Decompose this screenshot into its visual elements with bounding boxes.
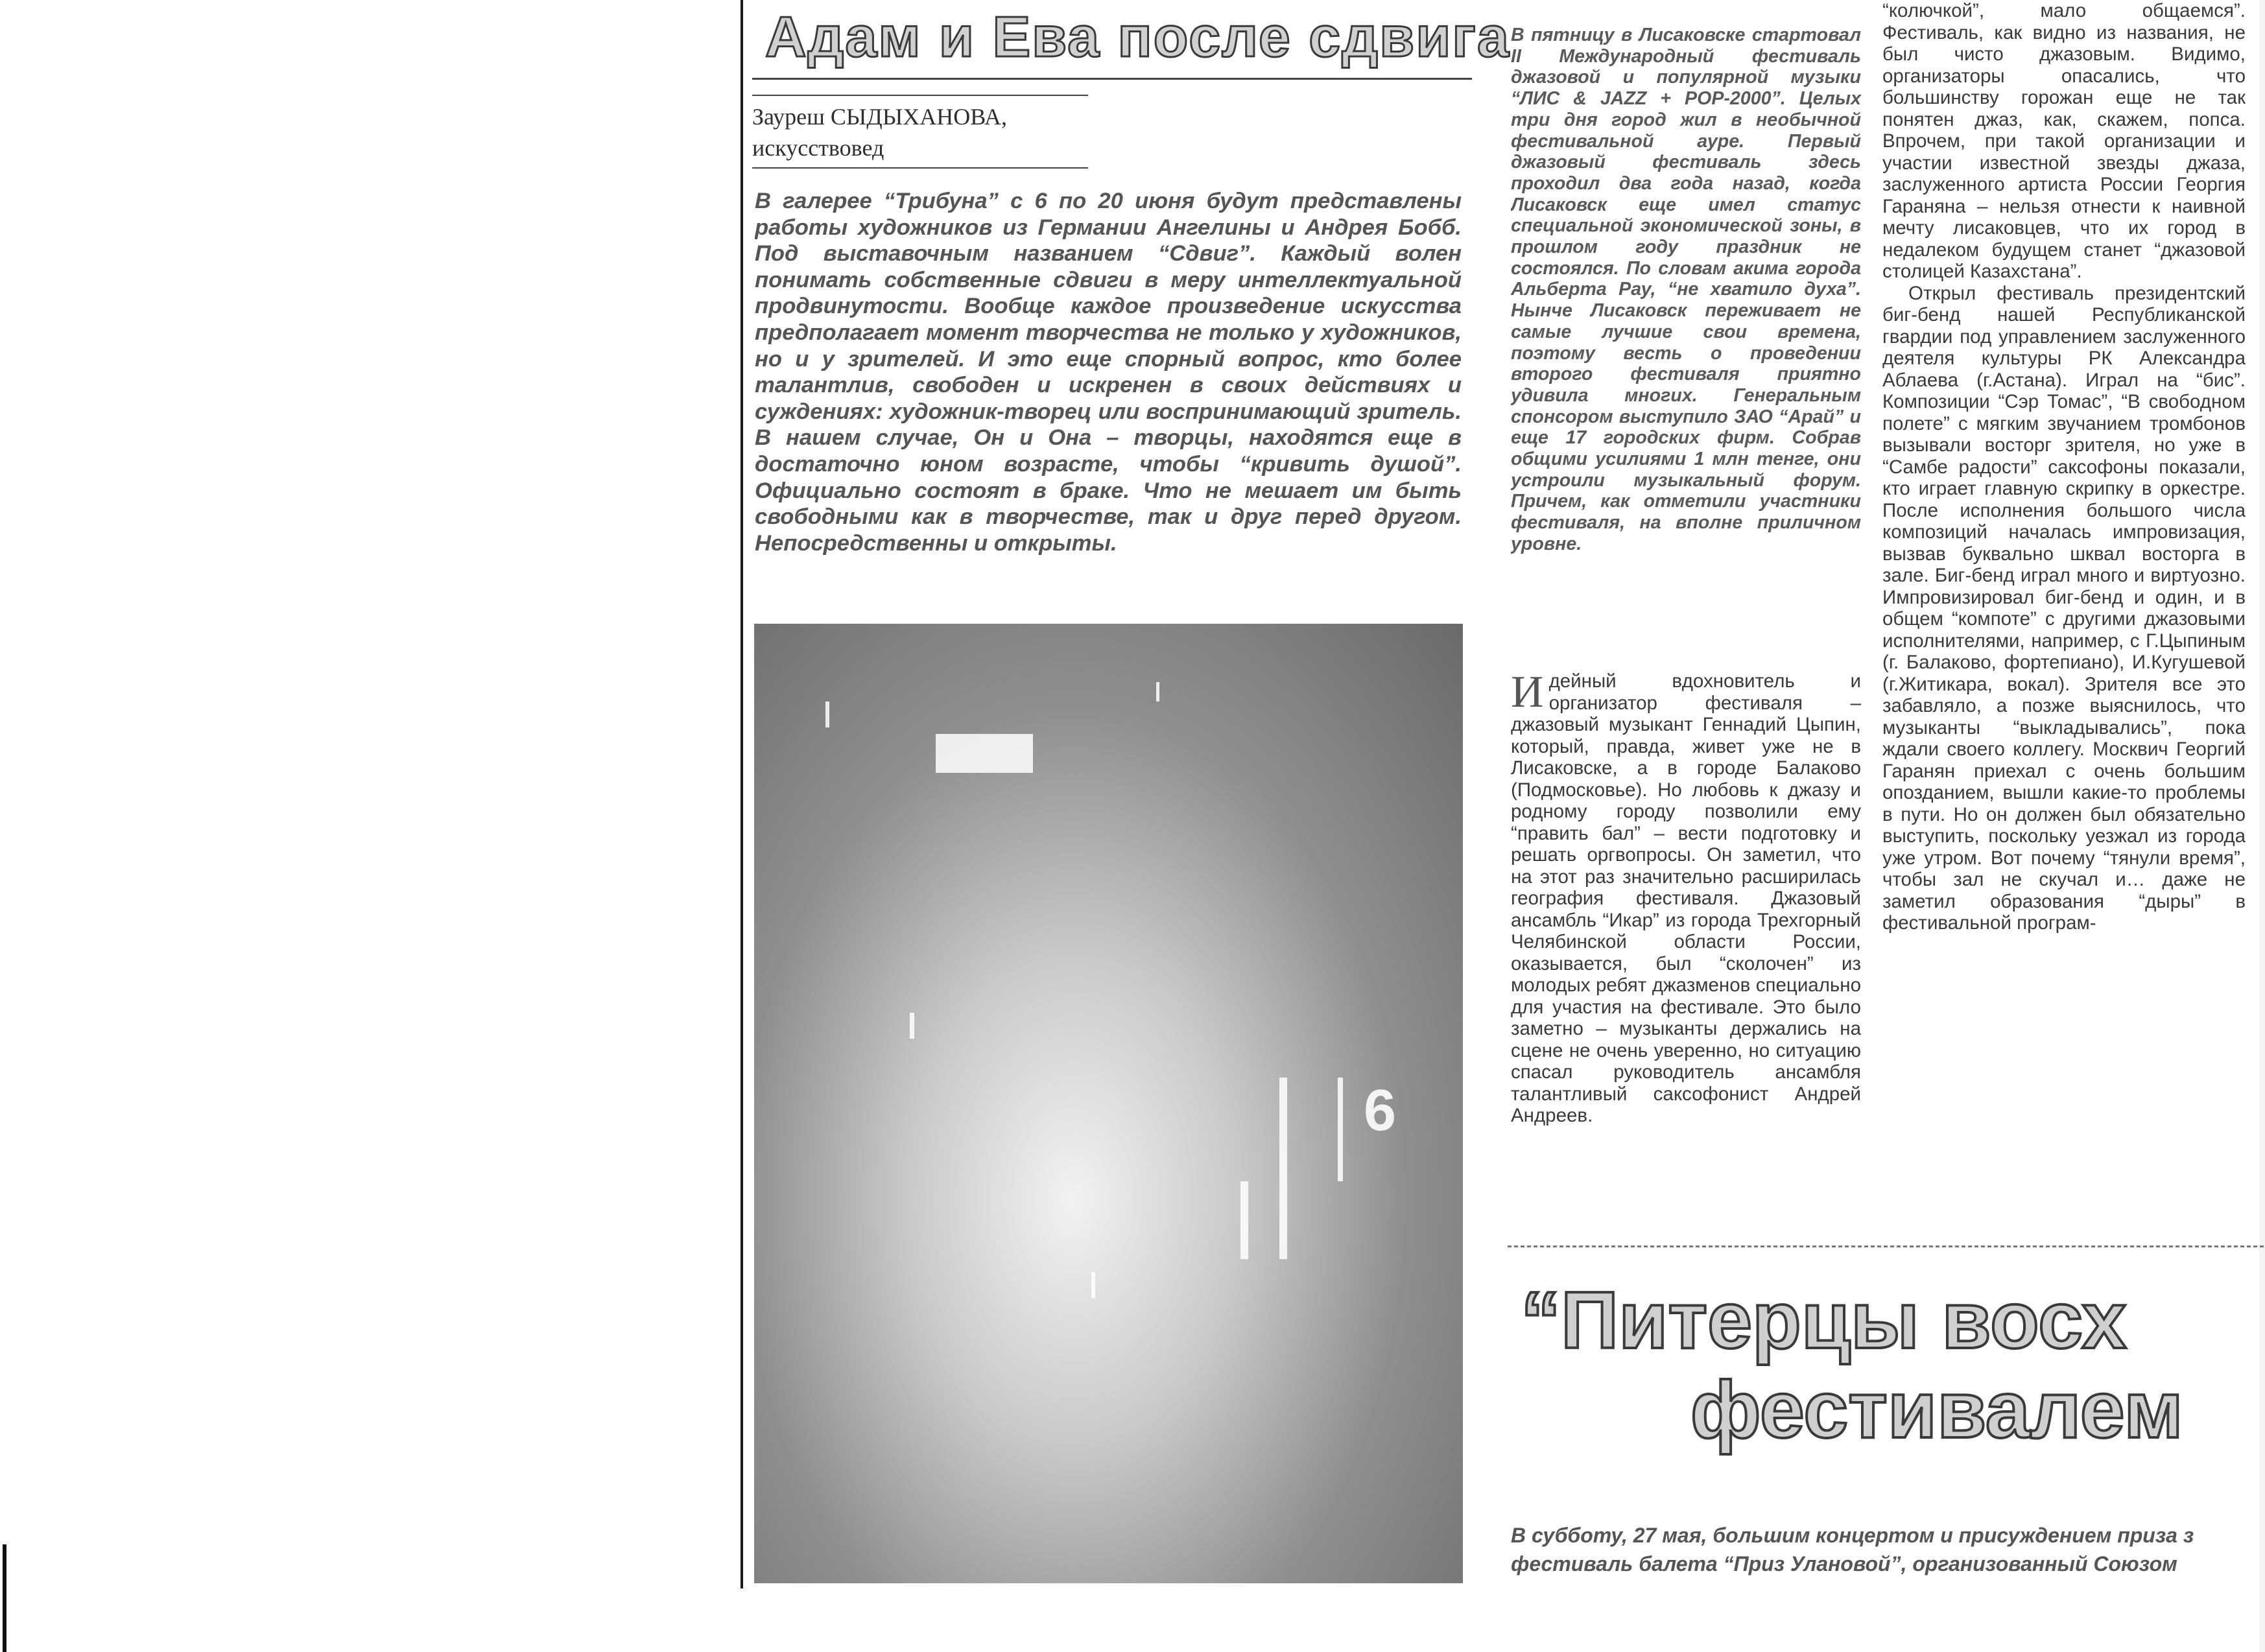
- photo-highlight: [910, 1013, 914, 1039]
- photo-highlight: [1240, 1181, 1248, 1259]
- article1-headline: Адам и Ева после сдвига: [765, 5, 1510, 69]
- scan-edge-line: [741, 0, 743, 1588]
- dropcap: И: [1511, 670, 1544, 717]
- photo-highlight: [1156, 682, 1159, 702]
- article3-headline-line2: фестивалем: [1690, 1365, 2183, 1455]
- photo-number: 6: [1364, 1078, 1397, 1143]
- headline-rule: [752, 78, 1472, 80]
- author-role: искусствовед: [752, 135, 884, 161]
- article2-body-middle-text: дейный вдохновитель и организатор фестиваля – джазовый музыкант Геннадий Цыпин, который, правда, живет уже не в Лисаковске, а в городе Балаково (Подмосковье). Но любовь к джазу и родному городу позволили ему “править бал” – вести подготовку и решать оргвопросы. Он заметил, что на этот раз значительно расширилась география фестиваля. Джазовый ансамбль “Икар” из города Трехгорный Челябинской области России, оказывается, был “сколочен” из молодых ребят джазменов специально для участия на фестивале. Это было заметно – музыканты держались на сцене не очень уверенно, но ситуацию спасал руководитель ансамбля талантливый саксофонист Андрей Андреев.: [1511, 670, 1861, 1126]
- article3-lead-line1: В субботу, 27 мая, большим концертом и присуждением приза з: [1511, 1524, 2194, 1547]
- photo-highlight: [1279, 1078, 1287, 1259]
- scan-edge-mark: [3, 1544, 6, 1652]
- article3-headline: [1521, 1276, 2265, 1457]
- photo-highlight: [825, 702, 829, 727]
- article2-lead: В пятницу в Лисаковске стартовал II Международный фестиваль джазовой и популярной музыки “ЛИС & JAZZ + POP-2000”. Целых три дня город жил в необычной фестивальной ауре. Первый джазовый фестиваль здесь проходил два года назад, когда Лисаковск еще имел статус специальной экономической зоны, в прошлом году праздник не состоялся. По словам акима города Альберта Рау, “не хватило духа”. Нынче Лисаковск переживает не самые лучшие свои времена, поэтому весть о проведении второго фестиваля приятно удивила многих. Генеральным спонсором выступило ЗАО “Арай” и еще 17 городских фирм. Собрав общими усилиями 1 млн тенге, они устроили музыкальный форум. Причем, как отметили участники фестиваля, на вполне приличном уровне.: [1511, 25, 1861, 554]
- byline-rule-top: [752, 95, 1088, 96]
- article1-photo: [754, 624, 1463, 1583]
- article1-lead-last: Непосредственны и открыты.: [755, 530, 1117, 556]
- author-name: Зауреш СЫДЫХАНОВА,: [752, 104, 1007, 130]
- photo-highlight: [1338, 1078, 1343, 1181]
- article2-body-right-para2: Открыл фестиваль президентский биг-бенд нашей Республиканской гвардии под управлением заслуженного деятеля культуры РК Александра Аблаева (г.Астана). Играл на “бис”. Композиции “Сэр Томас”, “В свободном полете” с мягким звучанием тромбонов вызывали восторг зрителя, но уже в “Самбе радости” саксофоны показали, кто играет главную скрипку в оркестре. После исполнения большого числа композиций началась импровизация, вызвав буквально шквал восторга в зале. Биг-бенд играл много и виртуозно. Импровизировал биг-бенд и один, и в общем “компоте” с другими джазовыми исполнителями, например, с Г.Цыпиным (г. Балаково, фортепиано), И.Кугушевой (г.Житикара, вокал). Зрителя все это забавляло, а позже выяснилось, что музыканты “выкладывались”, пока ждали своего коллегу. Москвич Георгий Гаранян приехал с очень большим опозданием, вышли какие-то проблемы в пути. Но он должен был обязательно выступить, поскольку уезжал из города уже утром. Вот почему “тянули время”, чтобы зал не скучал и… даже не заметил образования “дыры” в фестивальной програм-: [1882, 282, 2246, 934]
- photo-highlight: [936, 734, 1033, 773]
- article2-body-middle: [1511, 670, 1861, 1241]
- article1-lead: [755, 188, 1462, 616]
- article3-lead: [1511, 1521, 2263, 1583]
- article3-lead-line2: фестиваль балета “Приз Улановой”, организованный Союзом: [1511, 1552, 2177, 1575]
- article2-body-right-para1: “колючкой”, мало общаемся”. Фестиваль, как видно из названия, не был чисто джазовым. Видимо, организаторы опасались, что большинству горожан еще не так понятен джаз, как, скажем, попса. Впрочем, при такой организации и участии известной звезды джаза, заслуженного артиста России Георгия Гараняна – нельзя отнести к наивной мечту лисаковцев, что их город в недалеком будущем станет “джазовой столицей Казахстана”.: [1882, 0, 2246, 282]
- byline-rule-bottom: [752, 167, 1088, 169]
- section-divider: [1508, 1245, 2265, 1247]
- article1-lead-text: В галерее “Трибуна” с 6 по 20 июня будут представлены работы художников из Германии Ангелины и Андрея Бобб. Под выставочным названием “Сдвиг”. Каждый волен понимать собственные сдвиги в меру интеллектуальной продвинутости. Вообще каждое произведение искусства предполагает момент творчества не только у художников, но и у зрителей. И это еще спорный вопрос, кто более талантлив, свободен и искренен в своих действиях и суждениях: художник-творец или воспринимающий зритель. В нашем случае, Он и Она – творцы, находятся еще в достаточно юном возрасте, чтобы “кривить душой”. Официально состоят в браке. Что не мешает им быть свободными как в творчестве, так и друг перед другом.: [755, 189, 1462, 530]
- article2-body-right: [1882, 0, 2246, 1235]
- article3-headline-line1: “Питерцы восх: [1521, 1276, 2127, 1365]
- photo-highlight: [1091, 1272, 1095, 1298]
